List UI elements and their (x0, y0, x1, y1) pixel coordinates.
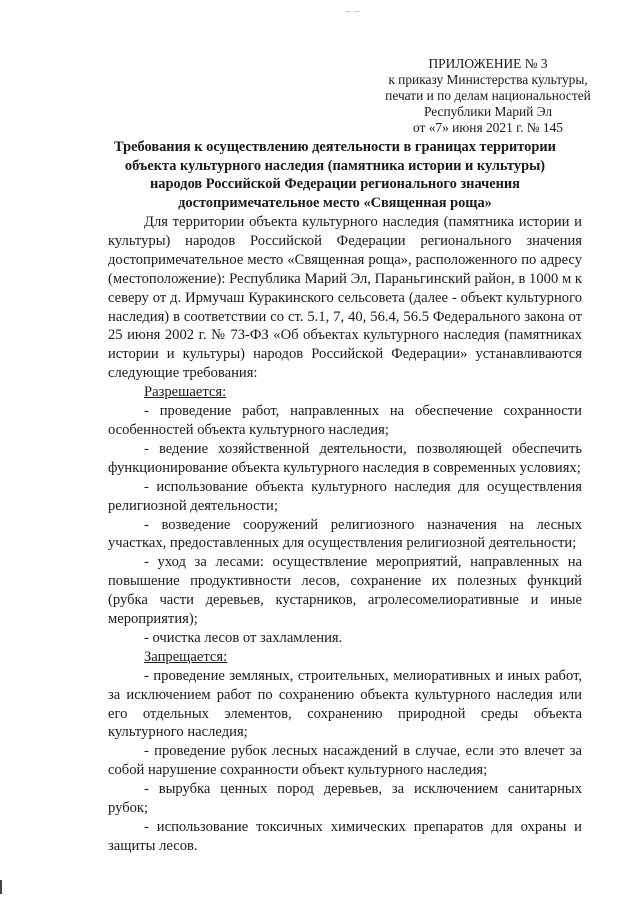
document-body (108, 213, 582, 856)
scan-edge-mark (0, 880, 2, 894)
scan-mark: – – (346, 6, 361, 16)
forbidden-item: - проведение рубок лесных насаждений в случае, если это влечет за собой нарушение сохранности объект культурного наследия; (108, 743, 582, 779)
forbidden-item: - проведение земляных, строительных, мелиоративных и иных работ, за исключением работ по сохранению объекта культурного наследия или его отдельных элементов, сохранению природной среды объекта культурного наследия; (108, 667, 582, 741)
allowed-item: - очистка лесов от захламления. (144, 629, 343, 646)
allowed-heading (108, 383, 582, 402)
title-line: народов Российской Федерации регионального значения (150, 176, 520, 193)
allowed-item: - уход за лесами: осуществление мероприятий, направленных на повышение продуктивности лесов, сохранение их полезных функций (рубка части деревьев, кустарников, агролесомелиоративные и иные мероприятия); (108, 554, 582, 628)
appendix-republic: Республики Марий Эл (423, 104, 553, 119)
allowed-item: - проведение работ, направленных на обеспечение сохранности особенностей объекта культурного наследия; (108, 403, 582, 438)
title-line: достопримечательное место «Священная роща» (178, 194, 492, 211)
title-line: Требования к осуществлению деятельности в границах территории (114, 139, 556, 155)
intro-paragraph: Для территории объекта культурного наследия (памятника истории и культуры) народов Российской Федерации регионального значения достопримечательное место «Священная роща», расположенного по адресу (местоположение): Республика Марий Эл, Параньгинский район, в 1000 м к северу от д. Ирмучаш Куракинского сельсовета (далее - объект культурного наследия) в соответствии со ст. 5.1, 7, 40, 56.4, 56.5 Федерального закона от 25 июня 2002 г. № 73-ФЗ «Об объектах культурного наследия (памятниках истории и культуры) народов Российской Федерации» устанавливаются следующие требования: (108, 214, 582, 382)
allowed-item: - использование объекта культурного наследия для осуществления религиозной деятельности; (108, 478, 582, 514)
title-line: объекта культурного наследия (памятника истории и культуры) (124, 157, 546, 174)
forbidden-heading-text: Запрещается: (144, 648, 228, 665)
forbidden-item: - использование токсичных химических препаратов для охраны и защиты лесов. (108, 819, 582, 854)
appendix-block (372, 56, 604, 136)
forbidden-heading (108, 648, 582, 667)
forbidden-item: - вырубка ценных пород деревьев, за исключением санитарных рубок; (108, 781, 582, 817)
appendix-number: ПРИЛОЖЕНИЕ № 3 (428, 56, 548, 71)
appendix-order-ref: к приказу Министерства культуры, (388, 72, 588, 87)
appendix-ministry: печати и по делам национальностей (385, 88, 591, 103)
document-title (108, 138, 562, 212)
allowed-heading-text: Разрешается: (144, 384, 227, 401)
allowed-item: - ведение хозяйственной деятельности, позволяющей обеспечить функционирование объекта культурного наследия в современных условиях; (108, 440, 582, 476)
appendix-date: от «7» июня 2021 г. № 145 (412, 120, 563, 135)
allowed-item: - возведение сооружений религиозного назначения на лесных участках, предоставленных для осуществления религиозной деятельности; (108, 516, 582, 552)
